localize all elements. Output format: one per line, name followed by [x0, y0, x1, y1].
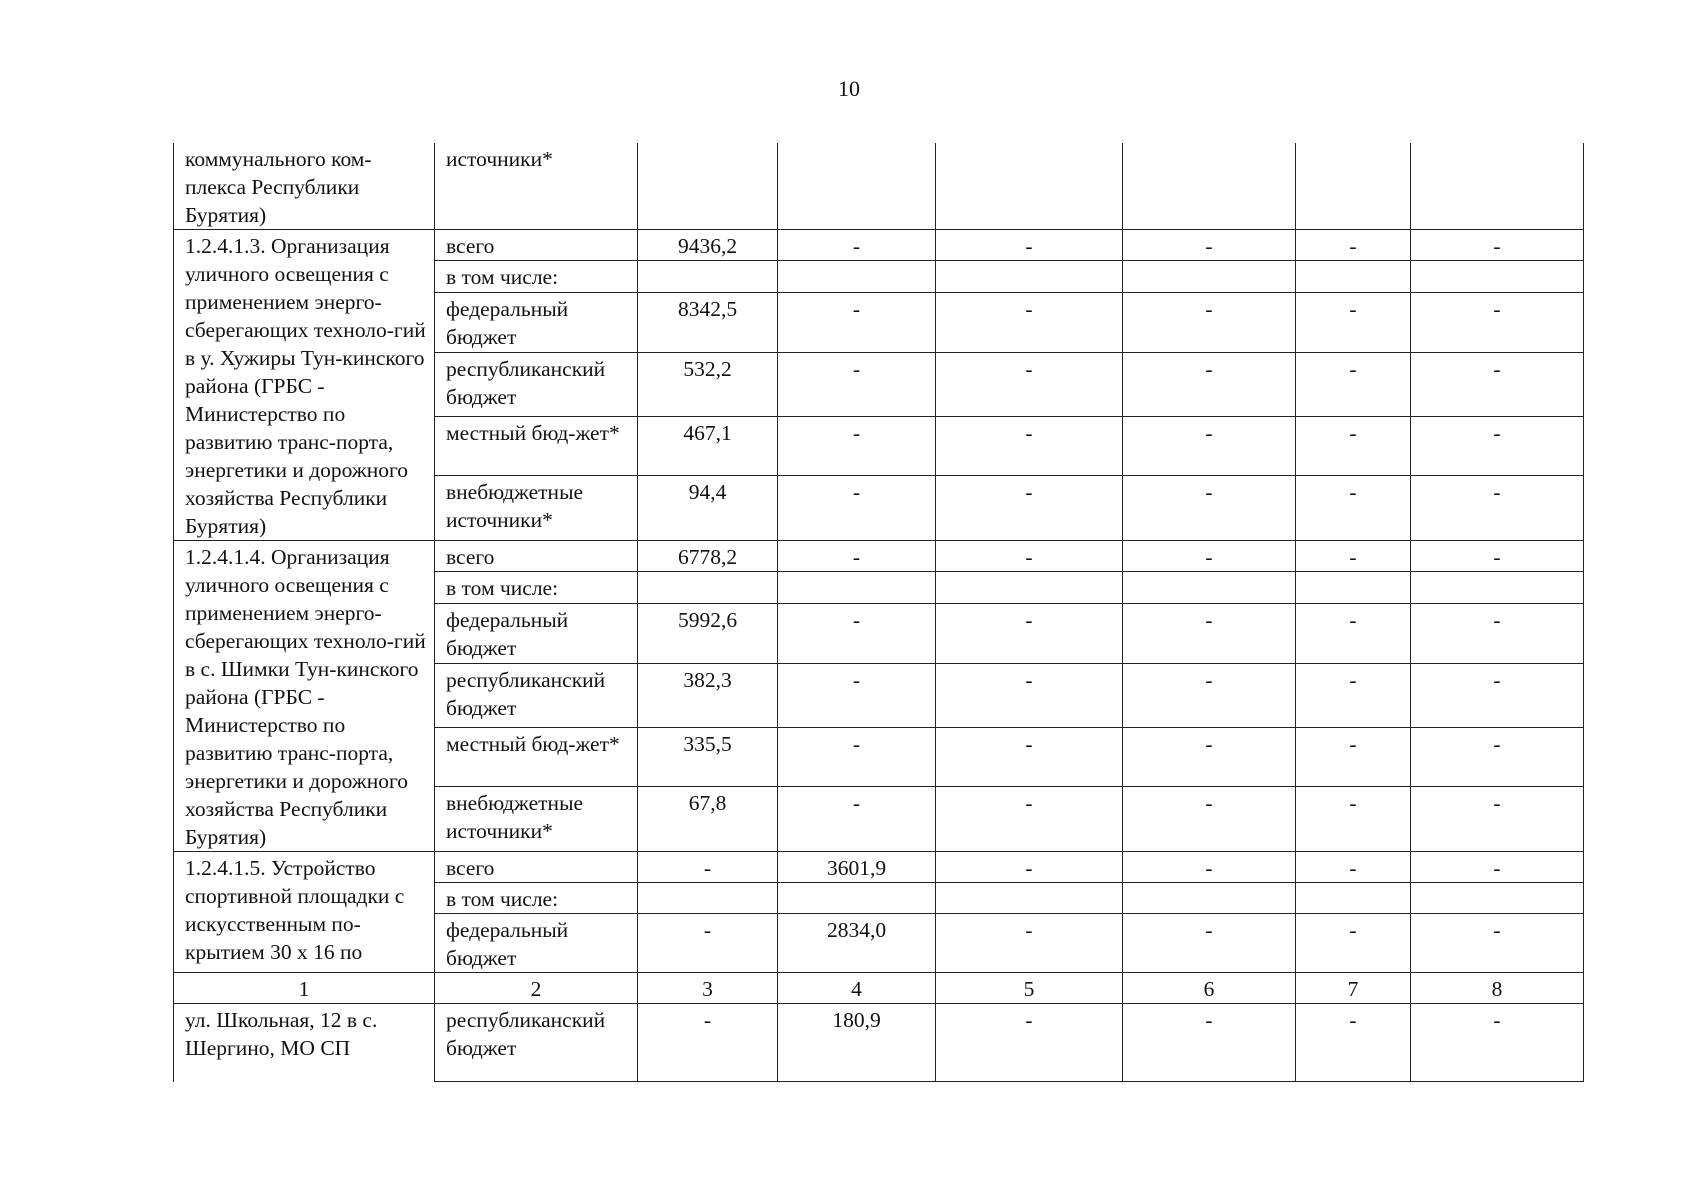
value-cell: -: [1296, 292, 1411, 352]
value-cell: -: [1123, 292, 1296, 352]
value-cell: -: [936, 417, 1123, 476]
value-cell: -: [1123, 1004, 1296, 1082]
value-cell: -: [936, 541, 1123, 572]
value-cell: -: [1411, 292, 1584, 352]
value-cell: 9436,2: [638, 230, 778, 261]
source-cell: источники*: [435, 143, 638, 230]
source-cell: федеральный бюджет: [435, 914, 638, 973]
value-cell: [638, 883, 778, 914]
table-row: [174, 143, 1584, 230]
column-number: 6: [1123, 973, 1296, 1004]
column-number: 1: [174, 973, 435, 1004]
value-cell: -: [1123, 728, 1296, 787]
measure-name-cell: 1.2.4.1.4. Организация уличного освещения с применением энерго-сберегающих техноло-гий в с. Шимки Тун-кинского района (ГРБС - Министерство по развитию транс-порта, энергетики и дорожного хозяйства Республики Бурятия): [174, 541, 435, 852]
value-cell: -: [1123, 603, 1296, 663]
value-cell: -: [1123, 787, 1296, 852]
source-cell: всего: [435, 852, 638, 883]
value-cell: -: [936, 230, 1123, 261]
value-cell: -: [1296, 852, 1411, 883]
value-cell: [1123, 261, 1296, 292]
value-cell: -: [1296, 728, 1411, 787]
value-cell: [778, 143, 936, 230]
value-cell: [778, 572, 936, 603]
table-row: [174, 852, 1584, 883]
value-cell: -: [638, 1004, 778, 1082]
value-cell: -: [1411, 352, 1584, 417]
value-cell: [1123, 883, 1296, 914]
value-cell: [1296, 883, 1411, 914]
value-cell: -: [1411, 728, 1584, 787]
value-cell: 8342,5: [638, 292, 778, 352]
value-cell: -: [1411, 541, 1584, 572]
value-cell: -: [1296, 663, 1411, 728]
value-cell: -: [1296, 230, 1411, 261]
value-cell: -: [1123, 663, 1296, 728]
value-cell: 180,9: [778, 1004, 936, 1082]
column-number: 3: [638, 973, 778, 1004]
value-cell: -: [778, 787, 936, 852]
table-row: [174, 1004, 1584, 1082]
value-cell: 532,2: [638, 352, 778, 417]
value-cell: [936, 261, 1123, 292]
value-cell: 5992,6: [638, 603, 778, 663]
value-cell: -: [1123, 230, 1296, 261]
value-cell: 2834,0: [778, 914, 936, 973]
value-cell: [1296, 572, 1411, 603]
value-cell: 382,3: [638, 663, 778, 728]
source-cell: местный бюд-жет*: [435, 728, 638, 787]
column-number: 2: [435, 973, 638, 1004]
value-cell: -: [778, 728, 936, 787]
value-cell: -: [936, 663, 1123, 728]
value-cell: -: [1411, 852, 1584, 883]
source-cell: республиканский бюджет: [435, 1004, 638, 1082]
value-cell: -: [936, 787, 1123, 852]
value-cell: -: [1411, 476, 1584, 541]
value-cell: -: [1411, 1004, 1584, 1082]
column-number: 4: [778, 973, 936, 1004]
value-cell: -: [1411, 914, 1584, 973]
source-cell: всего: [435, 541, 638, 572]
source-cell: в том числе:: [435, 572, 638, 603]
value-cell: 94,4: [638, 476, 778, 541]
value-cell: -: [1123, 914, 1296, 973]
value-cell: -: [936, 476, 1123, 541]
value-cell: -: [778, 541, 936, 572]
value-cell: -: [1411, 787, 1584, 852]
value-cell: -: [778, 417, 936, 476]
value-cell: -: [778, 663, 936, 728]
value-cell: -: [778, 230, 936, 261]
value-cell: -: [778, 476, 936, 541]
source-cell: федеральный бюджет: [435, 292, 638, 352]
column-number: 8: [1411, 973, 1584, 1004]
column-number: 5: [936, 973, 1123, 1004]
value-cell: -: [1296, 352, 1411, 417]
value-cell: -: [638, 914, 778, 973]
value-cell: -: [1296, 914, 1411, 973]
value-cell: [638, 143, 778, 230]
value-cell: -: [1296, 541, 1411, 572]
value-cell: -: [936, 728, 1123, 787]
value-cell: [1411, 572, 1584, 603]
measure-name-cell: 1.2.4.1.5. Устройство спортивной площадки с искусственным по-крытием 30 х 16 по: [174, 852, 435, 973]
value-cell: [1296, 261, 1411, 292]
measure-name-cell: ул. Школьная, 12 в с. Шергино, МО СП: [174, 1004, 435, 1082]
value-cell: -: [936, 603, 1123, 663]
value-cell: -: [1123, 417, 1296, 476]
value-cell: -: [1296, 1004, 1411, 1082]
column-number: 7: [1296, 973, 1411, 1004]
value-cell: 3601,9: [778, 852, 936, 883]
source-cell: местный бюд-жет*: [435, 417, 638, 476]
source-cell: республиканский бюджет: [435, 663, 638, 728]
value-cell: 467,1: [638, 417, 778, 476]
value-cell: -: [1296, 603, 1411, 663]
page-number: 10: [838, 76, 860, 101]
source-cell: в том числе:: [435, 261, 638, 292]
value-cell: [638, 572, 778, 603]
source-cell: федеральный бюджет: [435, 603, 638, 663]
value-cell: [1411, 883, 1584, 914]
value-cell: [778, 261, 936, 292]
value-cell: -: [1411, 230, 1584, 261]
value-cell: -: [638, 852, 778, 883]
source-cell: внебюджетные источники*: [435, 476, 638, 541]
column-number-row: [174, 973, 1584, 1004]
value-cell: -: [1296, 476, 1411, 541]
value-cell: -: [1411, 417, 1584, 476]
value-cell: -: [1123, 541, 1296, 572]
value-cell: -: [1123, 852, 1296, 883]
table-row: [174, 541, 1584, 572]
value-cell: -: [936, 1004, 1123, 1082]
value-cell: [936, 572, 1123, 603]
value-cell: -: [1411, 603, 1584, 663]
value-cell: -: [778, 292, 936, 352]
value-cell: -: [936, 914, 1123, 973]
budget-table: [173, 143, 1584, 1082]
value-cell: [778, 883, 936, 914]
table-row: [174, 230, 1584, 261]
value-cell: -: [936, 852, 1123, 883]
value-cell: -: [1411, 663, 1584, 728]
source-cell: внебюджетные источники*: [435, 787, 638, 852]
value-cell: [1296, 143, 1411, 230]
value-cell: 67,8: [638, 787, 778, 852]
value-cell: -: [1296, 417, 1411, 476]
value-cell: 6778,2: [638, 541, 778, 572]
value-cell: -: [936, 292, 1123, 352]
value-cell: 335,5: [638, 728, 778, 787]
value-cell: [1411, 261, 1584, 292]
value-cell: -: [936, 352, 1123, 417]
value-cell: -: [1296, 787, 1411, 852]
value-cell: [1411, 143, 1584, 230]
measure-name-cell: 1.2.4.1.3. Организация уличного освещения с применением энерго-сберегающих техноло-гий в у. Хужиры Тун-кинского района (ГРБС - Министерство по развитию транс-порта, энергетики и дорожного хозяйства Республики Бурятия): [174, 230, 435, 541]
source-cell: в том числе:: [435, 883, 638, 914]
value-cell: [936, 143, 1123, 230]
value-cell: -: [778, 352, 936, 417]
source-cell: республиканский бюджет: [435, 352, 638, 417]
measure-name-cell: коммунального ком-плекса Республики Бурятия): [174, 143, 435, 230]
value-cell: -: [1123, 352, 1296, 417]
value-cell: [936, 883, 1123, 914]
value-cell: [638, 261, 778, 292]
value-cell: [1123, 143, 1296, 230]
value-cell: [1123, 572, 1296, 603]
value-cell: -: [778, 603, 936, 663]
value-cell: -: [1123, 476, 1296, 541]
source-cell: всего: [435, 230, 638, 261]
